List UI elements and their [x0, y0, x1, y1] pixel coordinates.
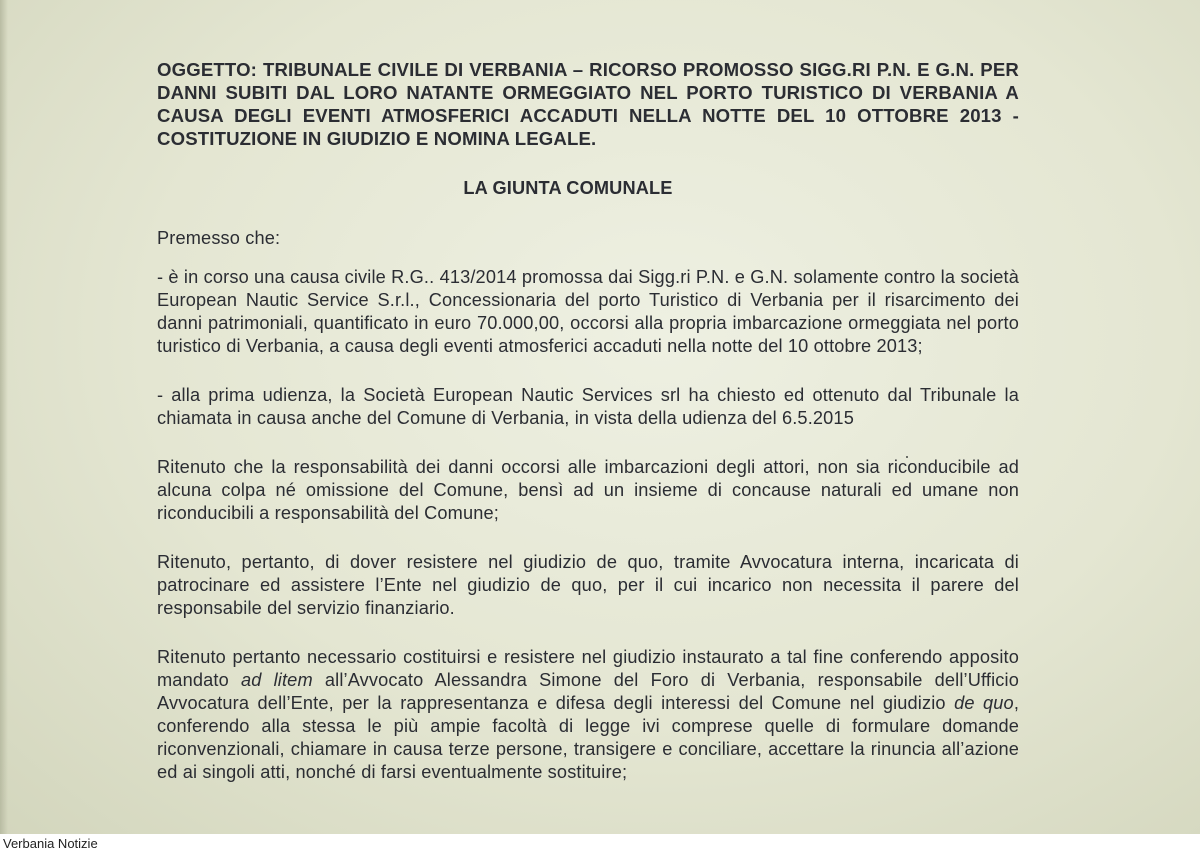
mandate-text-1: Ritenuto pertanto necessario costituirsi e resistere nel giudizio instaurato a tal fine conferendo apposito mandato [157, 647, 1019, 690]
paragraph-mandate [157, 646, 1019, 784]
document-body [157, 58, 1019, 784]
mandate-text-3: , conferendo alla stessa le più ampie facoltà di legge ivi comprese quelle di formulare domande riconvenzionali, chiamare in causa terze persone, transigere e conciliare, accettare la rinuncia all’azione ed ai singoli atti, nonché di farsi eventualmente sostituire; [157, 693, 1020, 782]
paragraph-first-hearing: - alla prima udienza, la Società European Nautic Services srl ha chiesto ed ottenuto dal Tribunale la chiamata in causa anche del Comune di Verbania, in vista della udienza del 6.5.2015 [157, 385, 1019, 428]
source-caption: Verbania Notizie [3, 836, 98, 851]
premesso-line: Premesso che: [157, 228, 281, 248]
paragraph-responsibility: Ritenuto che la responsabilità dei danni occorsi alle imbarcazioni degli attori, non sia riconducibile ad alcuna colpa né omissione del Comune, bensì ad un insieme di concause naturali ed umane non riconducibili a responsabilità del Comune; [157, 457, 1019, 523]
mandate-italic-ad-litem: ad litem [240, 670, 313, 690]
paragraph-resist: Ritenuto, pertanto, di dover resistere nel giudizio de quo, tramite Avvocatura interna, incaricata di patrocinare ed assistere l’Ente nel giudizio de quo, per il cui incarico non necessita il parere del responsabile del servizio finanziario. [157, 552, 1019, 618]
mandate-text-2: all’Avvocato Alessandra Simone del Foro di Verbania, responsabile dell’Ufficio Avvocatura dell’Ente, per la rappresentanza e difesa degli interessi del Comune nel giudizio [157, 670, 1019, 713]
document-heading: LA GIUNTA COMUNALE [463, 178, 673, 198]
mandate-italic-de-quo: de quo [954, 693, 1014, 713]
photo-edge-shadow [0, 0, 8, 834]
document-subject: OGGETTO: TRIBUNALE CIVILE DI VERBANIA – RICORSO PROMOSSO SIGG.RI P.N. E G.N. PER DANNI SUBITI DAL LORO NATANTE ORMEGGIATO NEL PORTO TURISTICO DI VERBANIA A CAUSA DEGLI EVENTI ATMOSFERICI ACCADUTI NELLA NOTTE DEL 10 OTTOBRE 2013 - COSTITUZIONE IN GIUDIZIO E NOMINA LEGALE. [157, 59, 1019, 149]
paragraph-lawsuit: - è in corso una causa civile R.G.. 413/2014 promossa dai Sigg.ri P.N. e G.N. solamente contro la società European Nautic Service S.r.l., Concessionaria del porto Turistico di Verbania per il risarcimento dei danni patrimoniali, quantificato in euro 70.000,00, occorsi alla propria imbarcazione ormeggiata nel porto turistico di Verbania, a causa degli eventi atmosferici accaduti nella notte del 10 ottobre 2013; [157, 267, 1019, 356]
